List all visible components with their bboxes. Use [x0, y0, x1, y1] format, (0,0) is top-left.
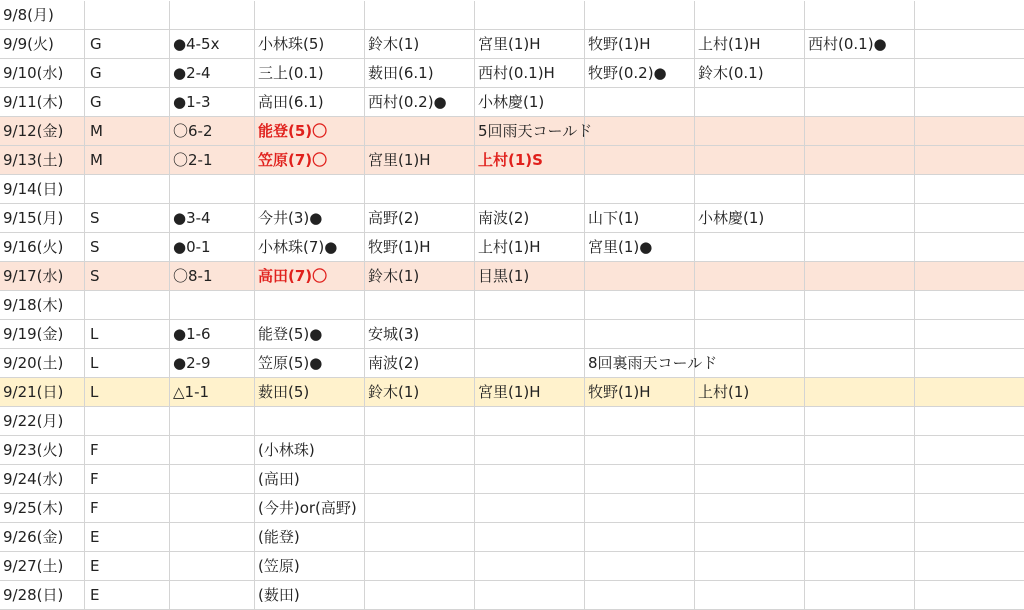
cell-starter[interactable]: 三上(0.1)	[255, 59, 365, 87]
cell-starter[interactable]: 高田(6.1)	[255, 88, 365, 116]
cell-reliever-2[interactable]: 小林慶(1)	[475, 88, 585, 116]
cell-reliever-1[interactable]	[365, 1, 475, 29]
cell-opponent[interactable]: G	[85, 59, 170, 87]
cell-result[interactable]	[170, 494, 255, 522]
cell-starter[interactable]: (薮田)	[255, 581, 365, 609]
table-row	[0, 436, 1024, 465]
table-row	[0, 581, 1024, 610]
cell-reliever-1[interactable]	[365, 175, 475, 203]
cell-date[interactable]: 9/15(月)	[0, 204, 85, 232]
cell-reliever-4[interactable]: 上村(1)H	[695, 30, 805, 58]
cell-reliever-2[interactable]	[475, 436, 585, 464]
cell-reliever-5[interactable]: 西村(0.1)●	[805, 30, 915, 58]
table-row	[0, 291, 1024, 320]
cell-extra[interactable]	[915, 146, 1024, 174]
cell-reliever-1[interactable]	[365, 465, 475, 493]
cell-extra[interactable]	[915, 407, 1024, 435]
cell-reliever-3[interactable]: 牧野(0.2)●	[585, 59, 695, 87]
cell-result[interactable]	[170, 581, 255, 609]
cell-reliever-2[interactable]: 西村(0.1)H	[475, 59, 585, 87]
cell-reliever-3[interactable]: 宮里(1)●	[585, 233, 695, 261]
cell-extra[interactable]	[915, 436, 1024, 464]
cell-reliever-2[interactable]	[475, 291, 585, 319]
cell-starter[interactable]	[255, 1, 365, 29]
cell-reliever-4[interactable]	[695, 407, 805, 435]
cell-reliever-1[interactable]: 鈴木(1)	[365, 30, 475, 58]
table-row	[0, 320, 1024, 349]
cell-reliever-3[interactable]	[585, 146, 695, 174]
cell-reliever-5[interactable]	[805, 320, 915, 348]
cell-reliever-4[interactable]	[695, 88, 805, 116]
cell-extra[interactable]	[915, 1, 1024, 29]
cell-reliever-4[interactable]	[695, 349, 805, 377]
cell-result[interactable]	[170, 175, 255, 203]
cell-date[interactable]: 9/10(水)	[0, 59, 85, 87]
cell-reliever-2[interactable]: 上村(1)S	[475, 146, 585, 174]
cell-reliever-4[interactable]	[695, 117, 805, 145]
cell-reliever-2[interactable]	[475, 349, 585, 377]
cell-reliever-4[interactable]	[695, 494, 805, 522]
table-row	[0, 465, 1024, 494]
cell-reliever-1[interactable]	[365, 523, 475, 551]
cell-reliever-5[interactable]	[805, 204, 915, 232]
cell-date[interactable]: 9/16(火)	[0, 233, 85, 261]
cell-opponent[interactable]: M	[85, 117, 170, 145]
cell-reliever-3[interactable]	[585, 320, 695, 348]
cell-date[interactable]: 9/27(土)	[0, 552, 85, 580]
cell-reliever-1[interactable]: 鈴木(1)	[365, 262, 475, 290]
cell-reliever-1[interactable]: 高野(2)	[365, 204, 475, 232]
cell-result[interactable]: ●3-4	[170, 204, 255, 232]
cell-opponent[interactable]	[85, 1, 170, 29]
cell-reliever-3[interactable]: 8回裏雨天コールド	[585, 349, 695, 377]
cell-reliever-3[interactable]	[585, 523, 695, 551]
cell-opponent[interactable]: M	[85, 146, 170, 174]
cell-reliever-4[interactable]	[695, 581, 805, 609]
cell-reliever-2[interactable]	[475, 1, 585, 29]
cell-result[interactable]	[170, 523, 255, 551]
table-row	[0, 523, 1024, 552]
cell-reliever-3[interactable]	[585, 407, 695, 435]
cell-opponent[interactable]: E	[85, 581, 170, 609]
cell-starter[interactable]: 小林珠(5)	[255, 30, 365, 58]
cell-extra[interactable]	[915, 175, 1024, 203]
cell-reliever-4[interactable]	[695, 175, 805, 203]
cell-opponent[interactable]: G	[85, 30, 170, 58]
cell-reliever-5[interactable]	[805, 1, 915, 29]
cell-reliever-4[interactable]	[695, 262, 805, 290]
cell-extra[interactable]	[915, 581, 1024, 609]
cell-reliever-5[interactable]	[805, 262, 915, 290]
cell-reliever-3[interactable]	[585, 262, 695, 290]
cell-reliever-5[interactable]	[805, 175, 915, 203]
cell-reliever-2[interactable]: 上村(1)H	[475, 233, 585, 261]
cell-reliever-2[interactable]	[475, 494, 585, 522]
cell-extra[interactable]	[915, 494, 1024, 522]
cell-date[interactable]: 9/8(月)	[0, 1, 85, 29]
cell-opponent[interactable]: F	[85, 465, 170, 493]
cell-opponent[interactable]	[85, 175, 170, 203]
table-row	[0, 407, 1024, 436]
cell-date[interactable]: 9/14(日)	[0, 175, 85, 203]
cell-date[interactable]: 9/18(木)	[0, 291, 85, 319]
cell-reliever-1[interactable]	[365, 291, 475, 319]
cell-date[interactable]: 9/28(日)	[0, 581, 85, 609]
cell-date[interactable]: 9/13(土)	[0, 146, 85, 174]
table-row	[0, 262, 1024, 291]
cell-starter[interactable]: (小林珠)	[255, 436, 365, 464]
cell-reliever-1[interactable]: 西村(0.2)●	[365, 88, 475, 116]
cell-reliever-5[interactable]	[805, 88, 915, 116]
cell-reliever-1[interactable]: 安城(3)	[365, 320, 475, 348]
cell-reliever-3[interactable]: 牧野(1)H	[585, 378, 695, 406]
cell-date[interactable]: 9/9(火)	[0, 30, 85, 58]
cell-extra[interactable]	[915, 88, 1024, 116]
cell-reliever-4[interactable]	[695, 146, 805, 174]
cell-reliever-2[interactable]: 宮里(1)H	[475, 378, 585, 406]
table-row	[0, 233, 1024, 262]
cell-result[interactable]: 〇2-1	[170, 146, 255, 174]
cell-reliever-2[interactable]: 目黒(1)	[475, 262, 585, 290]
cell-reliever-5[interactable]	[805, 349, 915, 377]
cell-reliever-1[interactable]	[365, 581, 475, 609]
cell-reliever-4[interactable]	[695, 523, 805, 551]
cell-starter[interactable]: 高田(7)〇	[255, 262, 365, 290]
cell-date[interactable]: 9/19(金)	[0, 320, 85, 348]
cell-starter[interactable]: (能登)	[255, 523, 365, 551]
cell-extra[interactable]	[915, 117, 1024, 145]
cell-opponent[interactable]: L	[85, 349, 170, 377]
table-row	[0, 146, 1024, 175]
table-row	[0, 494, 1024, 523]
cell-reliever-2[interactable]	[475, 523, 585, 551]
cell-reliever-1[interactable]: 南波(2)	[365, 349, 475, 377]
table-row	[0, 204, 1024, 233]
table-row	[0, 88, 1024, 117]
cell-result[interactable]: ●4-5x	[170, 30, 255, 58]
cell-reliever-1[interactable]	[365, 436, 475, 464]
cell-starter[interactable]: 笠原(7)〇	[255, 146, 365, 174]
cell-reliever-4[interactable]	[695, 465, 805, 493]
cell-opponent[interactable]: E	[85, 552, 170, 580]
cell-extra[interactable]	[915, 349, 1024, 377]
cell-reliever-1[interactable]: 薮田(6.1)	[365, 59, 475, 87]
table-row	[0, 117, 1024, 146]
cell-reliever-2[interactable]	[475, 320, 585, 348]
cell-opponent[interactable]: S	[85, 204, 170, 232]
table-row	[0, 59, 1024, 88]
cell-reliever-5[interactable]	[805, 291, 915, 319]
cell-opponent[interactable]	[85, 407, 170, 435]
cell-extra[interactable]	[915, 30, 1024, 58]
cell-reliever-5[interactable]	[805, 233, 915, 261]
table-row	[0, 378, 1024, 407]
cell-date[interactable]: 9/21(日)	[0, 378, 85, 406]
cell-opponent[interactable]: E	[85, 523, 170, 551]
cell-extra[interactable]	[915, 233, 1024, 261]
cell-result[interactable]: 〇6-2	[170, 117, 255, 145]
cell-reliever-3[interactable]	[585, 552, 695, 580]
cell-reliever-3[interactable]: 牧野(1)H	[585, 30, 695, 58]
cell-date[interactable]: 9/17(水)	[0, 262, 85, 290]
cell-date[interactable]: 9/26(金)	[0, 523, 85, 551]
cell-reliever-3[interactable]	[585, 117, 695, 145]
cell-reliever-3[interactable]	[585, 581, 695, 609]
cell-reliever-4[interactable]	[695, 1, 805, 29]
cell-extra[interactable]	[915, 552, 1024, 580]
cell-reliever-4[interactable]: 上村(1)	[695, 378, 805, 406]
cell-starter[interactable]: 能登(5)〇	[255, 117, 365, 145]
cell-reliever-1[interactable]	[365, 407, 475, 435]
table-row	[0, 1, 1024, 30]
cell-starter[interactable]: (高田)	[255, 465, 365, 493]
cell-reliever-1[interactable]: 宮里(1)H	[365, 146, 475, 174]
cell-reliever-5[interactable]	[805, 494, 915, 522]
cell-date[interactable]: 9/23(火)	[0, 436, 85, 464]
cell-opponent[interactable]: G	[85, 88, 170, 116]
cell-reliever-3[interactable]	[585, 175, 695, 203]
cell-result[interactable]: ●1-3	[170, 88, 255, 116]
cell-starter[interactable]: (今井)or(高野)	[255, 494, 365, 522]
cell-date[interactable]: 9/11(木)	[0, 88, 85, 116]
cell-reliever-5[interactable]	[805, 59, 915, 87]
cell-result[interactable]: ●2-9	[170, 349, 255, 377]
cell-reliever-2[interactable]: 南波(2)	[475, 204, 585, 232]
cell-date[interactable]: 9/24(水)	[0, 465, 85, 493]
cell-extra[interactable]	[915, 465, 1024, 493]
cell-opponent[interactable]	[85, 291, 170, 319]
cell-result[interactable]	[170, 407, 255, 435]
cell-reliever-4[interactable]	[695, 436, 805, 464]
cell-date[interactable]: 9/20(土)	[0, 349, 85, 377]
cell-reliever-5[interactable]	[805, 465, 915, 493]
cell-reliever-2[interactable]	[475, 175, 585, 203]
cell-starter[interactable]: 能登(5)●	[255, 320, 365, 348]
cell-date[interactable]: 9/25(木)	[0, 494, 85, 522]
cell-reliever-5[interactable]	[805, 581, 915, 609]
cell-result[interactable]	[170, 436, 255, 464]
cell-reliever-1[interactable]: 牧野(1)H	[365, 233, 475, 261]
cell-reliever-4[interactable]: 鈴木(0.1)	[695, 59, 805, 87]
cell-starter[interactable]: 小林珠(7)●	[255, 233, 365, 261]
cell-reliever-3[interactable]	[585, 494, 695, 522]
cell-starter[interactable]	[255, 175, 365, 203]
cell-starter[interactable]	[255, 291, 365, 319]
cell-result[interactable]	[170, 465, 255, 493]
cell-starter[interactable]: 今井(3)●	[255, 204, 365, 232]
cell-reliever-2[interactable]	[475, 552, 585, 580]
cell-reliever-3[interactable]	[585, 1, 695, 29]
cell-extra[interactable]	[915, 523, 1024, 551]
cell-reliever-5[interactable]	[805, 552, 915, 580]
cell-reliever-1[interactable]: 鈴木(1)	[365, 378, 475, 406]
cell-extra[interactable]	[915, 320, 1024, 348]
cell-reliever-4[interactable]	[695, 552, 805, 580]
cell-extra[interactable]	[915, 204, 1024, 232]
cell-reliever-2[interactable]	[475, 407, 585, 435]
cell-opponent[interactable]: F	[85, 494, 170, 522]
cell-result[interactable]: ●2-4	[170, 59, 255, 87]
cell-reliever-5[interactable]	[805, 523, 915, 551]
cell-reliever-2[interactable]	[475, 465, 585, 493]
cell-reliever-5[interactable]	[805, 436, 915, 464]
cell-reliever-1[interactable]	[365, 117, 475, 145]
cell-starter[interactable]: 薮田(5)	[255, 378, 365, 406]
cell-reliever-3[interactable]	[585, 465, 695, 493]
cell-date[interactable]: 9/22(月)	[0, 407, 85, 435]
table-row	[0, 175, 1024, 204]
cell-reliever-4[interactable]	[695, 233, 805, 261]
cell-reliever-2[interactable]	[475, 581, 585, 609]
cell-result[interactable]: ●0-1	[170, 233, 255, 261]
table-row	[0, 30, 1024, 59]
cell-reliever-3[interactable]: 山下(1)	[585, 204, 695, 232]
cell-extra[interactable]	[915, 291, 1024, 319]
cell-reliever-5[interactable]	[805, 378, 915, 406]
cell-opponent[interactable]: L	[85, 378, 170, 406]
cell-extra[interactable]	[915, 59, 1024, 87]
cell-reliever-3[interactable]	[585, 291, 695, 319]
cell-reliever-5[interactable]	[805, 407, 915, 435]
cell-starter[interactable]: (笠原)	[255, 552, 365, 580]
cell-result[interactable]	[170, 1, 255, 29]
cell-starter[interactable]: 笠原(5)●	[255, 349, 365, 377]
cell-date[interactable]: 9/12(金)	[0, 117, 85, 145]
cell-extra[interactable]	[915, 378, 1024, 406]
cell-opponent[interactable]: S	[85, 262, 170, 290]
cell-reliever-2[interactable]: 宮里(1)H	[475, 30, 585, 58]
cell-reliever-1[interactable]	[365, 552, 475, 580]
cell-result[interactable]	[170, 552, 255, 580]
cell-opponent[interactable]: L	[85, 320, 170, 348]
cell-reliever-4[interactable]: 小林慶(1)	[695, 204, 805, 232]
cell-opponent[interactable]: S	[85, 233, 170, 261]
cell-opponent[interactable]: F	[85, 436, 170, 464]
cell-reliever-5[interactable]	[805, 117, 915, 145]
cell-reliever-3[interactable]	[585, 88, 695, 116]
cell-result[interactable]: 〇8-1	[170, 262, 255, 290]
cell-starter[interactable]	[255, 407, 365, 435]
cell-reliever-2[interactable]: 5回雨天コールド	[475, 117, 585, 145]
cell-extra[interactable]	[915, 262, 1024, 290]
cell-result[interactable]	[170, 291, 255, 319]
table-row	[0, 349, 1024, 378]
cell-reliever-4[interactable]	[695, 320, 805, 348]
cell-reliever-5[interactable]	[805, 146, 915, 174]
cell-reliever-1[interactable]	[365, 494, 475, 522]
table-row	[0, 552, 1024, 581]
cell-result[interactable]: ●1-6	[170, 320, 255, 348]
cell-reliever-4[interactable]	[695, 291, 805, 319]
cell-reliever-3[interactable]	[585, 436, 695, 464]
cell-result[interactable]: △1-1	[170, 378, 255, 406]
